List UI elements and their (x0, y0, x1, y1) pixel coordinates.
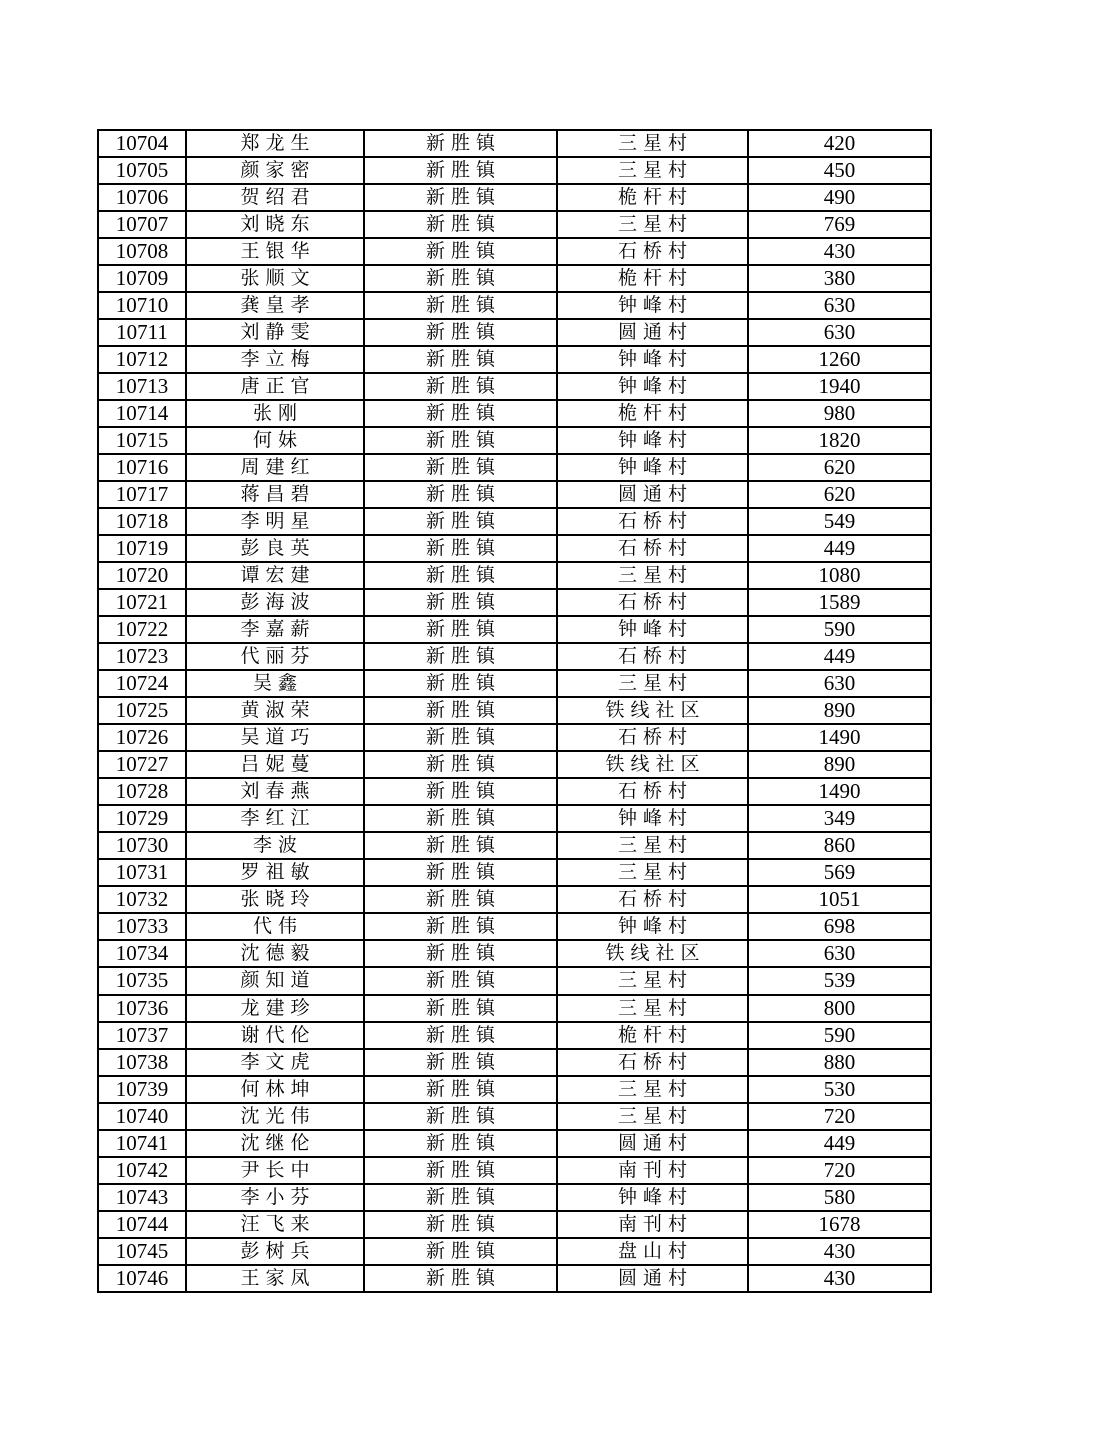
table-row (98, 697, 931, 724)
cell-name: 沈德毅 (186, 940, 364, 967)
cell-id: 10721 (98, 589, 186, 616)
cell-name: 何妹 (186, 427, 364, 454)
cell-id: 10709 (98, 265, 186, 292)
cell-id: 10722 (98, 616, 186, 643)
cell-town: 新胜镇 (364, 589, 557, 616)
cell-amount: 430 (748, 1265, 931, 1292)
cell-village: 钟峰村 (557, 292, 748, 319)
cell-name: 刘静雯 (186, 319, 364, 346)
cell-town: 新胜镇 (364, 481, 557, 508)
cell-village: 三星村 (557, 562, 748, 589)
table-row (98, 805, 931, 832)
cell-id: 10710 (98, 292, 186, 319)
cell-id: 10712 (98, 346, 186, 373)
cell-amount: 449 (748, 1130, 931, 1157)
cell-name: 吕妮蔓 (186, 751, 364, 778)
cell-town: 新胜镇 (364, 1265, 557, 1292)
cell-id: 10736 (98, 995, 186, 1022)
table-row (98, 130, 931, 157)
cell-town: 新胜镇 (364, 562, 557, 589)
cell-id: 10731 (98, 859, 186, 886)
table-row (98, 211, 931, 238)
cell-town: 新胜镇 (364, 967, 557, 994)
cell-name: 郑龙生 (186, 130, 364, 157)
cell-id: 10737 (98, 1022, 186, 1049)
cell-town: 新胜镇 (364, 157, 557, 184)
cell-town: 新胜镇 (364, 670, 557, 697)
cell-village: 石桥村 (557, 535, 748, 562)
cell-town: 新胜镇 (364, 778, 557, 805)
cell-village: 钟峰村 (557, 616, 748, 643)
cell-id: 10744 (98, 1211, 186, 1238)
cell-amount: 880 (748, 1049, 931, 1076)
cell-name: 吴道巧 (186, 724, 364, 751)
cell-town: 新胜镇 (364, 535, 557, 562)
cell-id: 10725 (98, 697, 186, 724)
cell-village: 铁线社区 (557, 940, 748, 967)
cell-id: 10741 (98, 1130, 186, 1157)
cell-amount: 1260 (748, 346, 931, 373)
cell-village: 三星村 (557, 995, 748, 1022)
cell-village: 三星村 (557, 967, 748, 994)
cell-amount: 630 (748, 319, 931, 346)
cell-amount: 1589 (748, 589, 931, 616)
cell-id: 10742 (98, 1157, 186, 1184)
cell-id: 10723 (98, 643, 186, 670)
cell-id: 10732 (98, 886, 186, 913)
cell-name: 代丽芬 (186, 643, 364, 670)
table-row (98, 643, 931, 670)
table-row (98, 1211, 931, 1238)
cell-name: 刘春燕 (186, 778, 364, 805)
cell-name: 代伟 (186, 913, 364, 940)
cell-village: 三星村 (557, 211, 748, 238)
cell-name: 罗祖敏 (186, 859, 364, 886)
table-row (98, 859, 931, 886)
cell-id: 10718 (98, 508, 186, 535)
cell-village: 盘山村 (557, 1238, 748, 1265)
cell-name: 龚皇孝 (186, 292, 364, 319)
cell-village: 圆通村 (557, 1265, 748, 1292)
cell-town: 新胜镇 (364, 238, 557, 265)
cell-town: 新胜镇 (364, 616, 557, 643)
table-row (98, 995, 931, 1022)
cell-amount: 569 (748, 859, 931, 886)
cell-village: 钟峰村 (557, 346, 748, 373)
cell-town: 新胜镇 (364, 859, 557, 886)
cell-amount: 720 (748, 1103, 931, 1130)
cell-id: 10746 (98, 1265, 186, 1292)
cell-name: 彭树兵 (186, 1238, 364, 1265)
cell-name: 唐正官 (186, 373, 364, 400)
cell-id: 10705 (98, 157, 186, 184)
cell-amount: 349 (748, 805, 931, 832)
table-row (98, 1076, 931, 1103)
cell-name: 王银华 (186, 238, 364, 265)
cell-id: 10715 (98, 427, 186, 454)
cell-id: 10729 (98, 805, 186, 832)
table-row (98, 1184, 931, 1211)
cell-amount: 1080 (748, 562, 931, 589)
cell-village: 钟峰村 (557, 373, 748, 400)
cell-name: 李立梅 (186, 346, 364, 373)
cell-name: 颜家密 (186, 157, 364, 184)
cell-village: 石桥村 (557, 724, 748, 751)
table-row (98, 238, 931, 265)
cell-amount: 720 (748, 1157, 931, 1184)
cell-amount: 890 (748, 697, 931, 724)
cell-id: 10730 (98, 832, 186, 859)
cell-name: 周建红 (186, 454, 364, 481)
cell-town: 新胜镇 (364, 292, 557, 319)
cell-id: 10728 (98, 778, 186, 805)
cell-town: 新胜镇 (364, 832, 557, 859)
cell-town: 新胜镇 (364, 643, 557, 670)
cell-amount: 1940 (748, 373, 931, 400)
cell-town: 新胜镇 (364, 130, 557, 157)
table-row (98, 319, 931, 346)
cell-amount: 1051 (748, 886, 931, 913)
cell-town: 新胜镇 (364, 1103, 557, 1130)
cell-town: 新胜镇 (364, 724, 557, 751)
cell-id: 10727 (98, 751, 186, 778)
cell-amount: 769 (748, 211, 931, 238)
cell-name: 彭海波 (186, 589, 364, 616)
cell-town: 新胜镇 (364, 319, 557, 346)
table-row (98, 508, 931, 535)
table-row (98, 724, 931, 751)
cell-name: 谭宏建 (186, 562, 364, 589)
cell-id: 10708 (98, 238, 186, 265)
table-row (98, 886, 931, 913)
table-row (98, 778, 931, 805)
cell-amount: 800 (748, 995, 931, 1022)
roster-table (97, 129, 932, 1293)
table-row (98, 346, 931, 373)
cell-id: 10714 (98, 400, 186, 427)
cell-amount: 1820 (748, 427, 931, 454)
cell-village: 石桥村 (557, 1049, 748, 1076)
table-row (98, 913, 931, 940)
cell-village: 三星村 (557, 670, 748, 697)
cell-id: 10704 (98, 130, 186, 157)
cell-name: 沈继伦 (186, 1130, 364, 1157)
cell-name: 何林坤 (186, 1076, 364, 1103)
cell-name: 汪飞来 (186, 1211, 364, 1238)
cell-town: 新胜镇 (364, 346, 557, 373)
cell-amount: 860 (748, 832, 931, 859)
table-row (98, 1022, 931, 1049)
table-row (98, 1103, 931, 1130)
cell-amount: 630 (748, 292, 931, 319)
cell-town: 新胜镇 (364, 265, 557, 292)
table-row (98, 751, 931, 778)
cell-name: 李红江 (186, 805, 364, 832)
cell-id: 10713 (98, 373, 186, 400)
cell-town: 新胜镇 (364, 1184, 557, 1211)
cell-village: 石桥村 (557, 778, 748, 805)
cell-id: 10724 (98, 670, 186, 697)
cell-village: 南刊村 (557, 1157, 748, 1184)
cell-village: 钟峰村 (557, 1184, 748, 1211)
cell-name: 蒋昌碧 (186, 481, 364, 508)
cell-id: 10707 (98, 211, 186, 238)
cell-id: 10735 (98, 967, 186, 994)
cell-village: 圆通村 (557, 1130, 748, 1157)
cell-village: 圆通村 (557, 319, 748, 346)
table-row (98, 1049, 931, 1076)
cell-town: 新胜镇 (364, 1238, 557, 1265)
table-row (98, 265, 931, 292)
table-row (98, 832, 931, 859)
cell-village: 石桥村 (557, 589, 748, 616)
cell-id: 10743 (98, 1184, 186, 1211)
cell-amount: 1678 (748, 1211, 931, 1238)
cell-amount: 620 (748, 454, 931, 481)
table-row (98, 454, 931, 481)
cell-town: 新胜镇 (364, 1211, 557, 1238)
cell-name: 李明星 (186, 508, 364, 535)
cell-name: 沈光伟 (186, 1103, 364, 1130)
table-row (98, 589, 931, 616)
cell-amount: 380 (748, 265, 931, 292)
cell-town: 新胜镇 (364, 400, 557, 427)
cell-village: 三星村 (557, 859, 748, 886)
cell-name: 吴鑫 (186, 670, 364, 697)
cell-town: 新胜镇 (364, 697, 557, 724)
cell-name: 李嘉薪 (186, 616, 364, 643)
cell-id: 10711 (98, 319, 186, 346)
cell-amount: 449 (748, 643, 931, 670)
cell-amount: 630 (748, 670, 931, 697)
table-row (98, 1130, 931, 1157)
cell-amount: 430 (748, 238, 931, 265)
cell-town: 新胜镇 (364, 751, 557, 778)
table-row (98, 1157, 931, 1184)
cell-amount: 530 (748, 1076, 931, 1103)
cell-town: 新胜镇 (364, 1076, 557, 1103)
cell-town: 新胜镇 (364, 940, 557, 967)
cell-village: 桅杆村 (557, 184, 748, 211)
cell-name: 贺绍君 (186, 184, 364, 211)
cell-village: 铁线社区 (557, 697, 748, 724)
cell-town: 新胜镇 (364, 1130, 557, 1157)
cell-name: 张晓玲 (186, 886, 364, 913)
cell-amount: 980 (748, 400, 931, 427)
cell-amount: 590 (748, 616, 931, 643)
table-row (98, 292, 931, 319)
cell-id: 10719 (98, 535, 186, 562)
cell-name: 黄淑荣 (186, 697, 364, 724)
cell-name: 张顺文 (186, 265, 364, 292)
cell-name: 李文虎 (186, 1049, 364, 1076)
cell-name: 尹长中 (186, 1157, 364, 1184)
table-row (98, 670, 931, 697)
cell-name: 龙建珍 (186, 995, 364, 1022)
cell-town: 新胜镇 (364, 508, 557, 535)
table-row (98, 400, 931, 427)
table-body (98, 130, 931, 1292)
cell-town: 新胜镇 (364, 184, 557, 211)
table-row (98, 967, 931, 994)
table-row (98, 616, 931, 643)
cell-id: 10740 (98, 1103, 186, 1130)
cell-name: 颜知道 (186, 967, 364, 994)
cell-village: 桅杆村 (557, 265, 748, 292)
cell-id: 10717 (98, 481, 186, 508)
cell-id: 10739 (98, 1076, 186, 1103)
table-row (98, 940, 931, 967)
table-row (98, 562, 931, 589)
cell-town: 新胜镇 (364, 995, 557, 1022)
cell-town: 新胜镇 (364, 886, 557, 913)
cell-amount: 698 (748, 913, 931, 940)
cell-name: 张刚 (186, 400, 364, 427)
cell-name: 彭良英 (186, 535, 364, 562)
cell-amount: 549 (748, 508, 931, 535)
table-row (98, 184, 931, 211)
cell-village: 三星村 (557, 832, 748, 859)
cell-village: 桅杆村 (557, 1022, 748, 1049)
cell-town: 新胜镇 (364, 454, 557, 481)
cell-amount: 449 (748, 535, 931, 562)
cell-village: 石桥村 (557, 238, 748, 265)
cell-village: 石桥村 (557, 508, 748, 535)
cell-town: 新胜镇 (364, 427, 557, 454)
cell-amount: 620 (748, 481, 931, 508)
cell-id: 10745 (98, 1238, 186, 1265)
cell-village: 三星村 (557, 130, 748, 157)
cell-village: 三星村 (557, 157, 748, 184)
cell-id: 10734 (98, 940, 186, 967)
cell-id: 10706 (98, 184, 186, 211)
cell-name: 李小芬 (186, 1184, 364, 1211)
cell-amount: 420 (748, 130, 931, 157)
cell-id: 10738 (98, 1049, 186, 1076)
cell-amount: 450 (748, 157, 931, 184)
cell-town: 新胜镇 (364, 1022, 557, 1049)
table-row (98, 535, 931, 562)
table-row (98, 373, 931, 400)
cell-village: 桅杆村 (557, 400, 748, 427)
cell-village: 钟峰村 (557, 913, 748, 940)
cell-village: 三星村 (557, 1076, 748, 1103)
cell-id: 10726 (98, 724, 186, 751)
cell-town: 新胜镇 (364, 373, 557, 400)
cell-amount: 630 (748, 940, 931, 967)
cell-village: 圆通村 (557, 481, 748, 508)
cell-amount: 580 (748, 1184, 931, 1211)
cell-village: 钟峰村 (557, 805, 748, 832)
cell-town: 新胜镇 (364, 913, 557, 940)
cell-village: 铁线社区 (557, 751, 748, 778)
cell-village: 南刊村 (557, 1211, 748, 1238)
cell-village: 钟峰村 (557, 454, 748, 481)
cell-id: 10733 (98, 913, 186, 940)
cell-name: 王家凤 (186, 1265, 364, 1292)
cell-id: 10720 (98, 562, 186, 589)
table-row (98, 1238, 931, 1265)
cell-town: 新胜镇 (364, 211, 557, 238)
cell-name: 谢代伦 (186, 1022, 364, 1049)
cell-name: 李波 (186, 832, 364, 859)
cell-village: 钟峰村 (557, 427, 748, 454)
cell-village: 石桥村 (557, 643, 748, 670)
table-row (98, 427, 931, 454)
cell-amount: 1490 (748, 778, 931, 805)
cell-town: 新胜镇 (364, 805, 557, 832)
cell-town: 新胜镇 (364, 1157, 557, 1184)
cell-amount: 490 (748, 184, 931, 211)
table-row (98, 481, 931, 508)
table-row (98, 1265, 931, 1292)
cell-village: 三星村 (557, 1103, 748, 1130)
cell-id: 10716 (98, 454, 186, 481)
table-row (98, 157, 931, 184)
cell-amount: 539 (748, 967, 931, 994)
cell-town: 新胜镇 (364, 1049, 557, 1076)
cell-amount: 1490 (748, 724, 931, 751)
cell-amount: 590 (748, 1022, 931, 1049)
cell-amount: 890 (748, 751, 931, 778)
cell-amount: 430 (748, 1238, 931, 1265)
cell-name: 刘晓东 (186, 211, 364, 238)
cell-village: 石桥村 (557, 886, 748, 913)
